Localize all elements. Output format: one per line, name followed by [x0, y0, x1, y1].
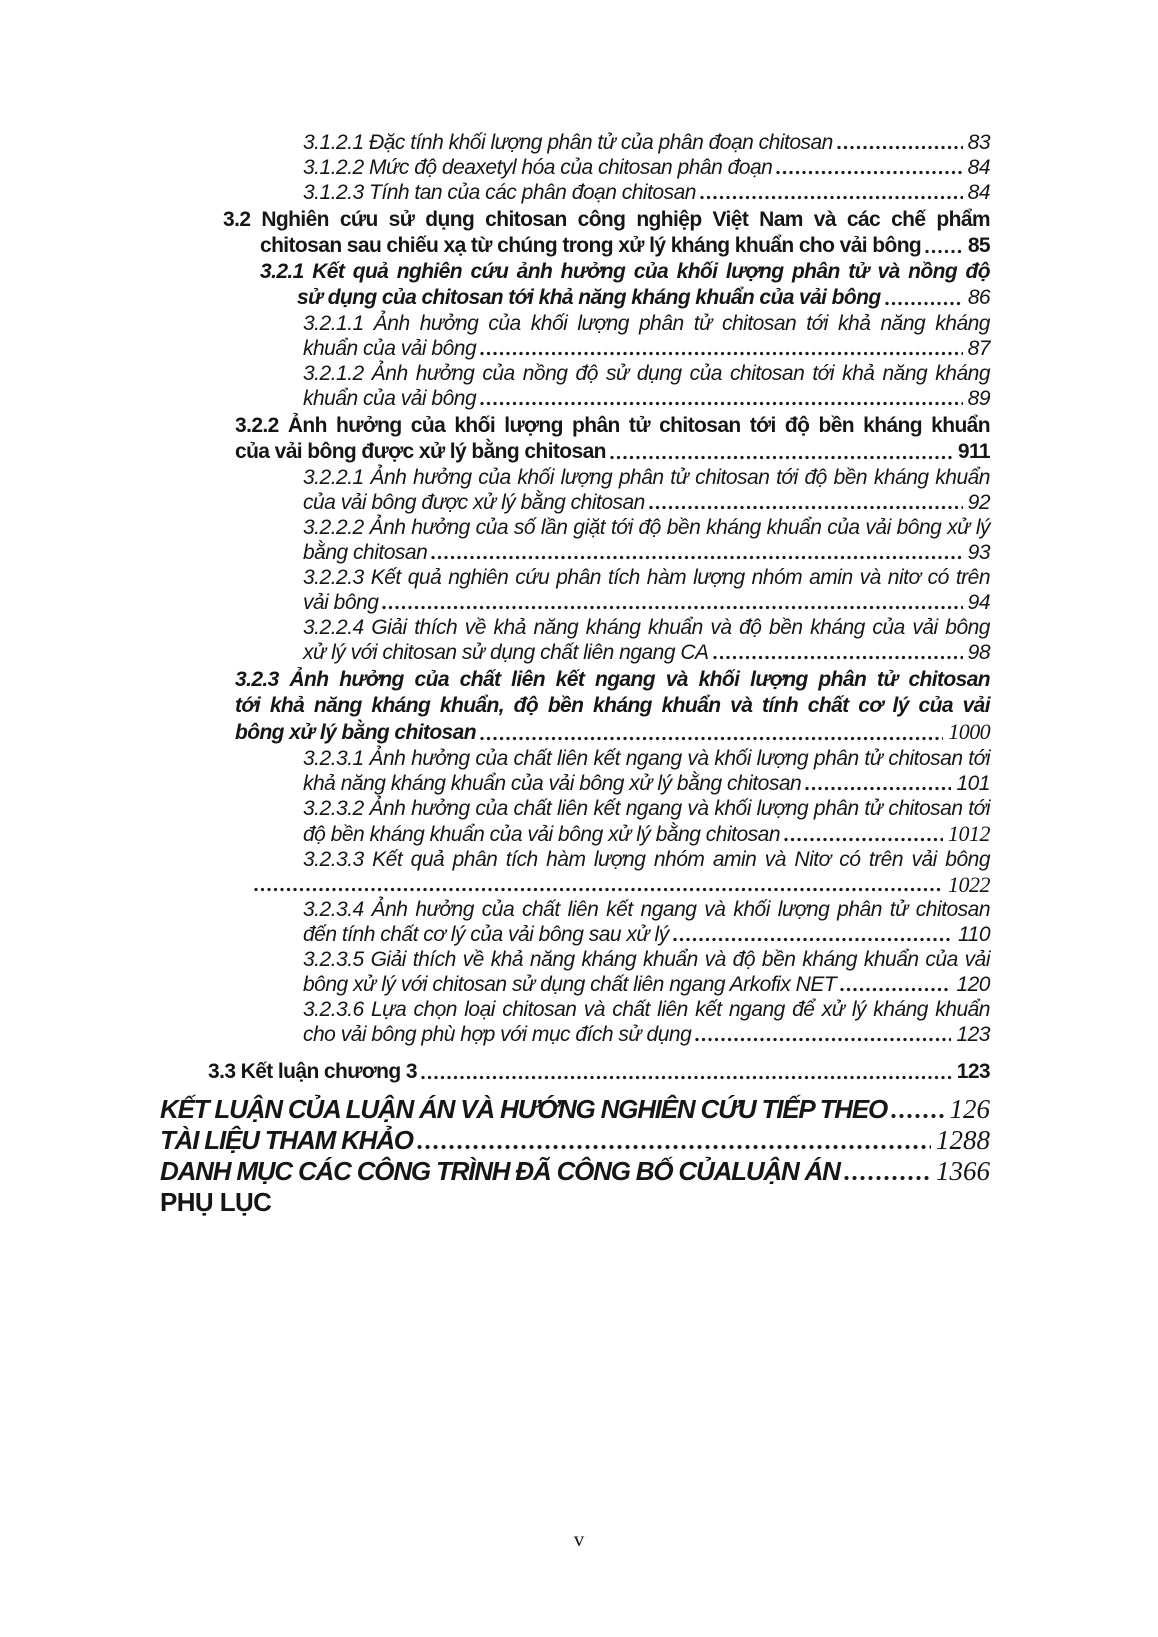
- page-number: 1012: [948, 821, 990, 846]
- dot-leader: [699, 194, 963, 201]
- page-number: 1000: [948, 719, 990, 744]
- toc-line-3-2-3-5: [160, 947, 990, 972]
- page-number: 1022: [948, 872, 990, 897]
- toc-entry-text: 3.2.3 Ảnh hưởng của chất liên kết ngang và khối lượng phân tử chitosan: [235, 668, 990, 691]
- dot-leader: [712, 654, 963, 661]
- toc-line-continuation: [160, 590, 990, 615]
- toc-entry-text: chitosan sau chiếu xạ từ chúng trong xử lý kháng khuẩn cho vải bông: [260, 234, 922, 257]
- toc-line-continuation: [160, 719, 990, 746]
- toc-line-3-2-2-1: [160, 465, 990, 490]
- toc-entry-text: 3.1.2.3 Tính tan của các phân đoạn chitosan: [303, 181, 696, 204]
- dot-leader: [381, 604, 962, 611]
- toc-line-3-1-2-2: [160, 155, 990, 180]
- toc-line-3-2-3-3: [160, 847, 990, 872]
- toc-entry-text: 3.2.2.2 Ảnh hưởng của số lần giặt tới độ bền kháng khuẩn của vải bông xử lý: [303, 516, 990, 539]
- dot-leader: [836, 144, 963, 151]
- toc-line-3-1-2-3: [160, 180, 990, 205]
- dot-leader: [253, 886, 943, 893]
- page-number: 84: [967, 156, 990, 179]
- toc-entry-text: bằng chitosan: [303, 541, 428, 564]
- toc-line-continuation: [160, 336, 990, 361]
- toc-entry-text: 3.2.3.4 Ảnh hưởng của chất liên kết ngang và khối lượng phân tử chitosan: [303, 898, 990, 921]
- dot-leader: [783, 836, 943, 843]
- page-number: 83: [967, 131, 990, 154]
- page-number: 85: [967, 234, 990, 257]
- toc-line-continuation: [160, 285, 990, 311]
- toc-line-3-2-3-6: [160, 997, 990, 1022]
- page-number: 86: [967, 286, 990, 309]
- toc-line-3-2-3-2: [160, 796, 990, 821]
- dot-leader: [609, 454, 953, 461]
- toc-line-3-2-1-2: [160, 361, 990, 386]
- toc-entry-text: KẾT LUẬN CỦA LUẬN ÁN VÀ HƯỚNG NGHIÊN CỨU TIẾP THEO: [160, 1094, 888, 1124]
- toc-line-3-2-2-4: [160, 615, 990, 640]
- toc-line-3-2: [160, 207, 990, 233]
- dot-leader: [479, 735, 943, 742]
- toc-entry-text: xử lý với chitosan sử dụng chất liên ngang CA: [303, 641, 709, 664]
- toc-entry-text: khuẩn của vải bông: [303, 337, 477, 360]
- toc-entry-text: sử dụng của chitosan tới khả năng kháng khuẩn của vải bông: [297, 286, 881, 309]
- toc-entry-text: 3.2.2 Ảnh hưởng của khối lượng phân tử chitosan tới độ bền kháng khuẩn: [235, 414, 990, 437]
- toc-entry-text: TÀI LIỆU THAM KHẢO: [160, 1125, 413, 1155]
- dot-leader: [479, 350, 963, 357]
- dot-leader: [416, 1143, 931, 1151]
- page-number: 120: [956, 973, 990, 996]
- page-number: 1366: [936, 1156, 990, 1186]
- toc-entry-text: bông xử lý với chitosan sử dụng chất liên ngang Arkofix NET: [303, 973, 837, 996]
- page-number: 94: [967, 591, 990, 614]
- toc-line-continuation: [160, 972, 990, 997]
- toc-entry-text: 3.2.1 Kết quả nghiên cứu ảnh hưởng của khối lượng phân tử và nồng độ: [260, 260, 990, 283]
- toc-entry-text: 3.2.3.1 Ảnh hưởng của chất liên kết ngang và khối lượng phân tử chitosan tới: [303, 747, 990, 770]
- dot-leader: [884, 300, 963, 307]
- toc-line-continuation: [160, 439, 990, 465]
- toc-line-3-3: [160, 1059, 990, 1085]
- toc-entry-text: của vải bông được xử lý bằng chitosan: [235, 440, 606, 463]
- toc-line-3-2-3: [160, 667, 990, 693]
- page-number: 123: [956, 1023, 990, 1046]
- toc-line-continuation: [160, 771, 990, 796]
- page-number: 1288: [936, 1125, 990, 1155]
- dot-leader: [924, 248, 963, 255]
- dot-leader: [804, 785, 951, 792]
- toc-entry-text: 3.2.3.6 Lựa chọn loại chitosan và chất liên kết ngang để xử lý kháng khuẩn: [303, 998, 990, 1021]
- dot-leader: [843, 1174, 931, 1182]
- toc-entry-text: 3.2.3.5 Giải thích về khả năng kháng khuẩn và độ bền kháng khuẩn của vải: [303, 948, 990, 971]
- toc-line-continuation: [160, 872, 990, 897]
- toc-line-3-1-2-1: [160, 130, 990, 155]
- toc-entry-text: 3.2.2.4 Giải thích về khả năng kháng khuẩn và độ bền kháng của vải bông: [303, 616, 990, 639]
- toc-entry-text: tới khả năng kháng khuẩn, độ bền kháng khuẩn và tính chất cơ lý của vải: [235, 694, 990, 717]
- toc-entry-text: 3.2.3.2 Ảnh hưởng của chất liên kết ngang và khối lượng phân tử chitosan tới: [303, 797, 990, 820]
- page-number: 126: [949, 1094, 990, 1124]
- page-number: 98: [967, 641, 990, 664]
- toc-line-continuation: [160, 233, 990, 259]
- toc-line-3-2-1-1: [160, 311, 990, 336]
- dot-leader: [648, 504, 963, 511]
- toc-entry-text: của vải bông được xử lý bằng chitosan: [303, 491, 645, 514]
- toc-line-3-2-2: [160, 413, 990, 439]
- toc-entry-text: độ bền kháng khuẩn của vải bông xử lý bằng chitosan: [303, 823, 781, 846]
- page-number: 110: [958, 923, 990, 946]
- toc-entry-text: PHỤ LỤC: [160, 1187, 272, 1217]
- toc-line-continuation: [160, 821, 990, 847]
- toc-line-continuation: [160, 693, 990, 719]
- dot-leader: [420, 1074, 952, 1081]
- toc-entry-text: DANH MỤC CÁC CÔNG TRÌNH ĐÃ CÔNG BỐ CỦALUẬN ÁN: [160, 1156, 840, 1186]
- toc-line-continuation: [160, 540, 990, 565]
- toc-line-3-2-3-4: [160, 897, 990, 922]
- toc-line-continuation: [160, 490, 990, 515]
- toc-line-3-2-2-3: [160, 565, 990, 590]
- toc-line-continuation: [160, 1022, 990, 1047]
- dot-leader: [839, 986, 951, 993]
- page-number: 93: [967, 541, 990, 564]
- toc-line-continuation: [160, 640, 990, 665]
- toc-line-tai-lieu-tham-khao: [160, 1125, 990, 1156]
- toc-entry-text: 3.2 Nghiên cứu sử dụng chitosan công nghiệp Việt Nam và các chế phẩm: [223, 208, 990, 231]
- toc-entry-text: đến tính chất cơ lý của vải bông sau xử lý: [303, 923, 669, 946]
- toc-line-danh-muc-cong-trinh: [160, 1156, 990, 1187]
- toc-entry-text: vải bông: [303, 591, 379, 614]
- toc-entry-text: 3.1.2.1 Đặc tính khối lượng phân tử của phân đoạn chitosan: [303, 131, 833, 154]
- toc-entry-text: 3.2.1.2 Ảnh hưởng của nồng độ sử dụng của chitosan tới khả năng kháng: [303, 362, 990, 385]
- toc-entry-text: cho vải bông phù hợp với mục đích sử dụng: [303, 1023, 692, 1046]
- page-number: 92: [967, 491, 990, 514]
- page-number: 911: [957, 440, 990, 463]
- toc-line-3-2-1: [160, 259, 990, 285]
- toc-line-continuation: [160, 922, 990, 947]
- dot-leader: [890, 1112, 944, 1120]
- toc-line-ket-luan: [160, 1094, 990, 1125]
- toc-entry-text: khuẩn của vải bông: [303, 387, 477, 410]
- dot-leader: [775, 169, 962, 176]
- page-number: 87: [967, 337, 990, 360]
- toc-entry-text: khả năng kháng khuẩn của vải bông xử lý bằng chitosan: [303, 772, 802, 795]
- toc-entry-text: 3.2.2.1 Ảnh hưởng của khối lượng phân tử chitosan tới độ bền kháng khuẩn: [303, 466, 990, 489]
- toc-entry-text: 3.3 Kết luận chương 3: [208, 1060, 417, 1083]
- toc-line-continuation: [160, 386, 990, 411]
- toc-entry-text: 3.2.2.3 Kết quả nghiên cứu phân tích hàm lượng nhóm amin và nitơ có trên: [303, 566, 990, 589]
- toc-entry-text: 3.1.2.2 Mức độ deaxetyl hóa của chitosan phân đoạn: [303, 156, 773, 179]
- page-number: 101: [956, 772, 990, 795]
- page-number: 84: [967, 181, 990, 204]
- dot-leader: [430, 554, 962, 561]
- footer-page-number: v: [573, 1527, 585, 1551]
- toc-line-phu-luc: [160, 1187, 990, 1218]
- toc-line-3-2-2-2: [160, 515, 990, 540]
- toc-entry-text: bông xử lý bằng chitosan: [235, 721, 476, 744]
- page-number: 123: [956, 1060, 990, 1083]
- dot-leader: [672, 936, 953, 943]
- dot-leader: [694, 1036, 951, 1043]
- toc-entry-text: 3.2.1.1 Ảnh hưởng của khối lượng phân tử chitosan tới khả năng kháng: [303, 312, 990, 335]
- toc-entry-text: 3.2.3.3 Kết quả phân tích hàm lượng nhóm amin và Nitơ có trên vải bông: [303, 848, 990, 871]
- dot-leader: [479, 400, 963, 407]
- page-number: 89: [967, 387, 990, 410]
- toc-line-3-2-3-1: [160, 746, 990, 771]
